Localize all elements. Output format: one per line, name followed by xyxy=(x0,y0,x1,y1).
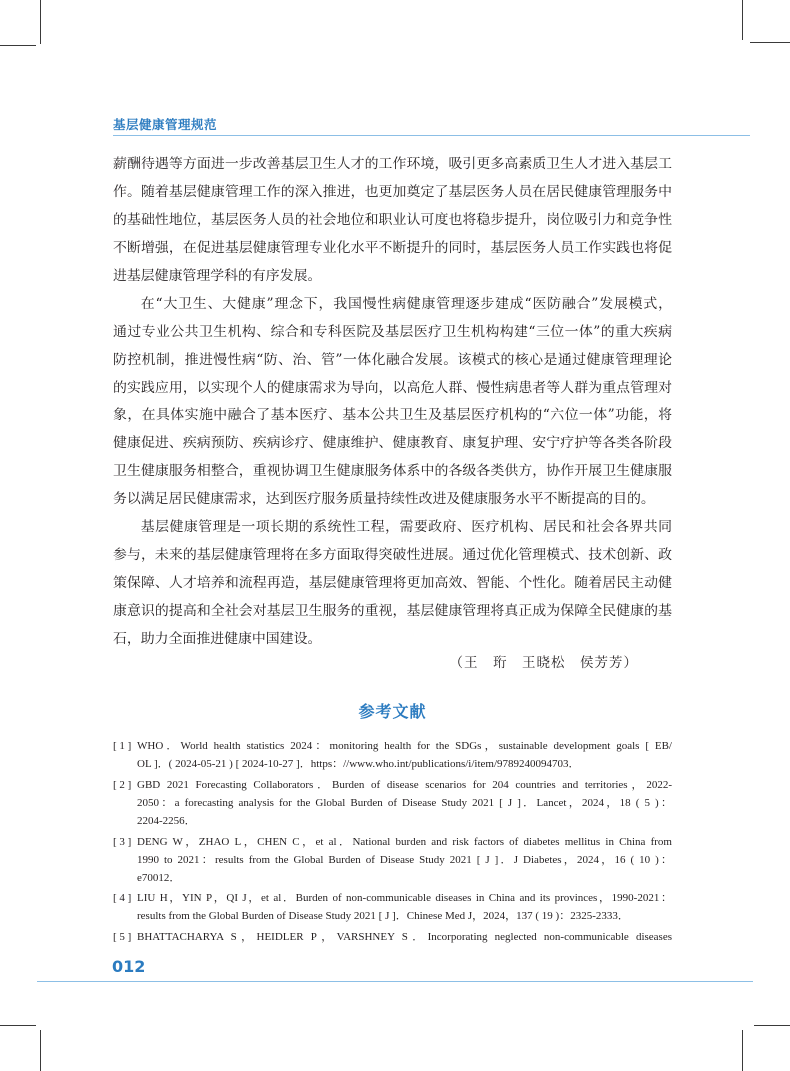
text-line: 健康促进、疾病预防、疾病诊疗、健康维护、健康教育、康复护理、安宁疗护等各类各阶段 xyxy=(113,435,672,452)
paragraph xyxy=(113,151,672,291)
reference-line: e70012． xyxy=(137,871,181,884)
text-line: 防控机制，推进慢性病“防、治、管”一体化融合发展。该模式的核心是通过健康管理理论 xyxy=(113,351,672,368)
reference-text xyxy=(137,889,672,925)
reference-item xyxy=(113,776,672,830)
running-header-rule xyxy=(113,135,750,136)
reference-line: DENG W，ZHAO L，CHEN C，et al．National burden and risk factors of diabetes mellitus in China from xyxy=(137,835,672,848)
crop-mark-bottom-left-horizontal xyxy=(0,1025,36,1026)
crop-mark-top-left-vertical xyxy=(40,0,41,44)
references-heading: 参考文献 xyxy=(358,702,427,721)
reference-item xyxy=(113,889,672,925)
crop-mark-bottom-right-vertical xyxy=(742,1030,743,1071)
text-line: 作。随着基层健康管理工作的深入推进，也更加奠定了基层医务人员在居民健康管理服务中 xyxy=(113,183,672,200)
reference-label: [ 3 ] xyxy=(113,835,132,848)
crop-mark-bottom-left-vertical xyxy=(40,1030,41,1071)
crop-mark-bottom-right-horizontal xyxy=(754,1025,790,1026)
reference-text xyxy=(137,737,672,773)
reference-list xyxy=(113,737,672,949)
text-line: 基层健康管理是一项长期的系统性工程，需要政府、医疗机构、居民和社会各界共同 xyxy=(140,519,672,536)
reference-line: BHATTACHARYA S，HEIDLER P，VARSHNEY S．Incorporating neglected non-communicable diseases xyxy=(137,931,672,944)
reference-label: [ 1 ] xyxy=(113,740,132,752)
reference-text xyxy=(137,833,672,887)
reference-text xyxy=(137,928,672,946)
text-line: 象，在具体实施中融合了基本医疗、基本公共卫生及基层医疗机构的“六位一体”功能，将 xyxy=(113,407,672,424)
reference-label: [ 2 ] xyxy=(113,778,132,791)
text-line: 的实践应用，以实现个人的健康需求为导向，以高危人群、慢性病患者等人群为重点管理对 xyxy=(113,379,672,396)
running-header-title: 基层健康管理规范 xyxy=(113,117,218,132)
reference-line: GBD 2021 Forecasting Collaborators．Burden of disease scenarios for 204 countries and territories，2022- xyxy=(137,778,672,791)
reference-item xyxy=(113,833,672,887)
text-line: 通过专业公共卫生机构、综合和专科医院及基层医疗卫生机构构建“三位一体”的重大疾病 xyxy=(113,323,672,340)
text-line: 参与，未来的基层健康管理将在多方面取得突破性进展。通过优化管理模式、技术创新、政 xyxy=(113,547,672,564)
footer-rule xyxy=(37,981,753,982)
reference-line: results from the Global Burden of Disease Study 2021 [ J ]．Chinese Med J，2024，137 ( 19 )：2325-2333． xyxy=(137,910,629,923)
paragraph xyxy=(113,291,672,515)
body-text xyxy=(113,151,672,654)
author-credit: （王 珩 王晓松 侯芳芳） xyxy=(449,655,638,671)
reference-line: OL ]．( 2024-05-21 ) [ 2024-10-27 ]．https：//www.who.int/publications/i/item/9789240094703． xyxy=(137,758,580,770)
text-line: 石，助力全面推进健康中国建设。 xyxy=(113,630,322,647)
text-line: 不断增强，在促进基层健康管理专业化水平不断提升的同时，基层医务人员工作实践也将促 xyxy=(113,239,672,256)
text-line: 薪酬待遇等方面进一步改善基层卫生人才的工作环境，吸引更多高素质卫生人才进入基层工 xyxy=(113,156,672,172)
paragraph xyxy=(113,514,672,654)
reference-line: WHO．World health statistics 2024：monitoring health for the SDGs，sustainable development goals [ EB/ xyxy=(137,740,672,752)
reference-label: [ 5 ] xyxy=(113,931,132,944)
crop-mark-top-right-vertical xyxy=(742,0,743,40)
reference-item xyxy=(113,737,672,773)
reference-label: [ 4 ] xyxy=(113,892,132,905)
text-line: 在“大卫生、大健康”理念下，我国慢性病健康管理逐步建成“医防融合”发展模式， xyxy=(140,295,672,312)
reference-item xyxy=(113,928,672,946)
text-line: 务以满足居民健康需求，达到医疗服务质量持续性改进及健康服务水平不断提高的目的。 xyxy=(113,491,655,508)
reference-line: 2204-2256． xyxy=(137,814,196,827)
reference-line: 2050：a forecasting analysis for the Global Burden of Disease Study 2021 [ J ]．Lancet，2024，18 ( 5 )： xyxy=(137,796,672,809)
reference-text xyxy=(137,776,672,830)
text-line: 卫生健康服务相整合，重视协调卫生健康服务体系中的各级各类供方，协作开展卫生健康服 xyxy=(113,463,672,480)
reference-line: LIU H，YIN P，QI J，et al．Burden of non-communicable diseases in China and its provinces，1990-2021： xyxy=(137,892,672,905)
reference-line: 1990 to 2021：results from the Global Burden of Disease Study 2021 [ J ]．J Diabetes，2024，16 ( 10 )： xyxy=(137,853,672,866)
page-number: 012 xyxy=(112,957,146,976)
crop-mark-top-left-horizontal xyxy=(0,45,36,46)
text-line: 策保障、人才培养和流程再造，基层健康管理将更加高效、智能、个性化。随着居民主动健 xyxy=(113,575,672,592)
text-line: 的基础性地位，基层医务人员的社会地位和职业认可度也将稳步提升，岗位吸引力和竞争性 xyxy=(113,211,672,228)
crop-mark-top-right-horizontal xyxy=(750,42,790,43)
text-line: 康意识的提高和全社会对基层卫生服务的重视，基层健康管理将真正成为保障全民健康的基 xyxy=(113,603,672,619)
text-line: 进基层健康管理学科的有序发展。 xyxy=(113,267,322,284)
